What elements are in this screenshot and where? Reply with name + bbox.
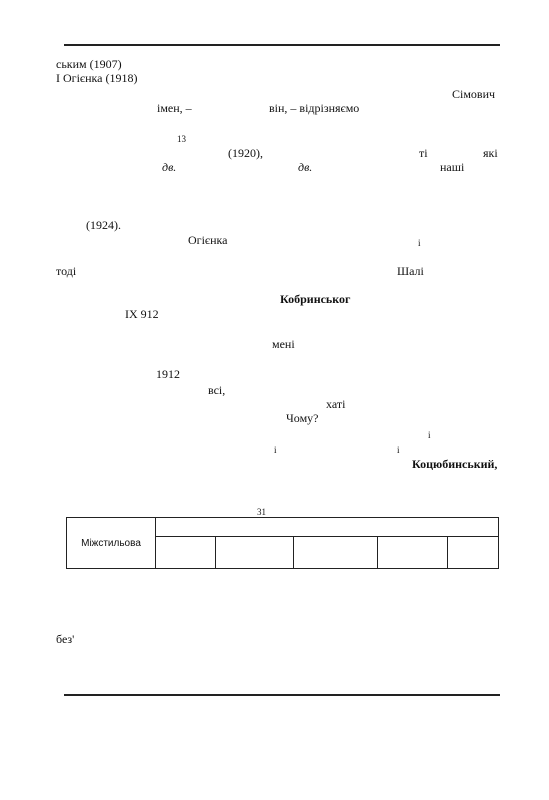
text-fragment: Шалі [397, 264, 424, 278]
text-fragment: Огієнка [188, 233, 228, 247]
footnote-number: 13 [177, 134, 186, 144]
text-fragment: і [428, 430, 431, 440]
text-fragment: які [483, 146, 498, 160]
bottom-rule [64, 694, 500, 696]
text-fragment: дв. [162, 160, 177, 174]
text-fragment: (1920), [228, 146, 263, 160]
text-fragment: всі, [208, 383, 226, 397]
table-divider [293, 536, 294, 568]
data-table [66, 517, 499, 569]
table-divider [215, 536, 216, 568]
table-divider [155, 518, 156, 568]
text-fragment: Кобринськог [280, 292, 351, 306]
table-row-label: Міжстильова [81, 537, 141, 549]
text-fragment: ті [419, 146, 428, 160]
text-fragment: він, – відрізняємо [269, 101, 360, 115]
text-fragment: IX 912 [125, 307, 159, 321]
text-fragment: і [397, 445, 400, 455]
text-fragment: хаті [326, 397, 346, 411]
text-fragment: і [274, 445, 277, 455]
text-fragment: ським (1907) [56, 57, 122, 71]
text-fragment: Сімович [452, 87, 496, 101]
text-fragment: (1924). [86, 218, 121, 232]
text-fragment: тоді [56, 264, 77, 278]
text-fragment: Чому? [286, 411, 319, 425]
footnote-number: 31 [257, 507, 266, 517]
table-divider [447, 536, 448, 568]
text-fragment: 1912 [156, 367, 180, 381]
text-fragment: дв. [298, 160, 313, 174]
text-fragment: і [418, 238, 421, 248]
text-fragment: мені [272, 337, 295, 351]
top-rule [64, 44, 500, 46]
text-fragment: наші [440, 160, 465, 174]
table-divider [377, 536, 378, 568]
text-fragment: І Огієнка (1918) [56, 71, 138, 85]
text-fragment: імен, – [157, 101, 192, 115]
text-fragment: без' [56, 632, 75, 646]
text-fragment: Коцюбинський, [412, 457, 498, 471]
